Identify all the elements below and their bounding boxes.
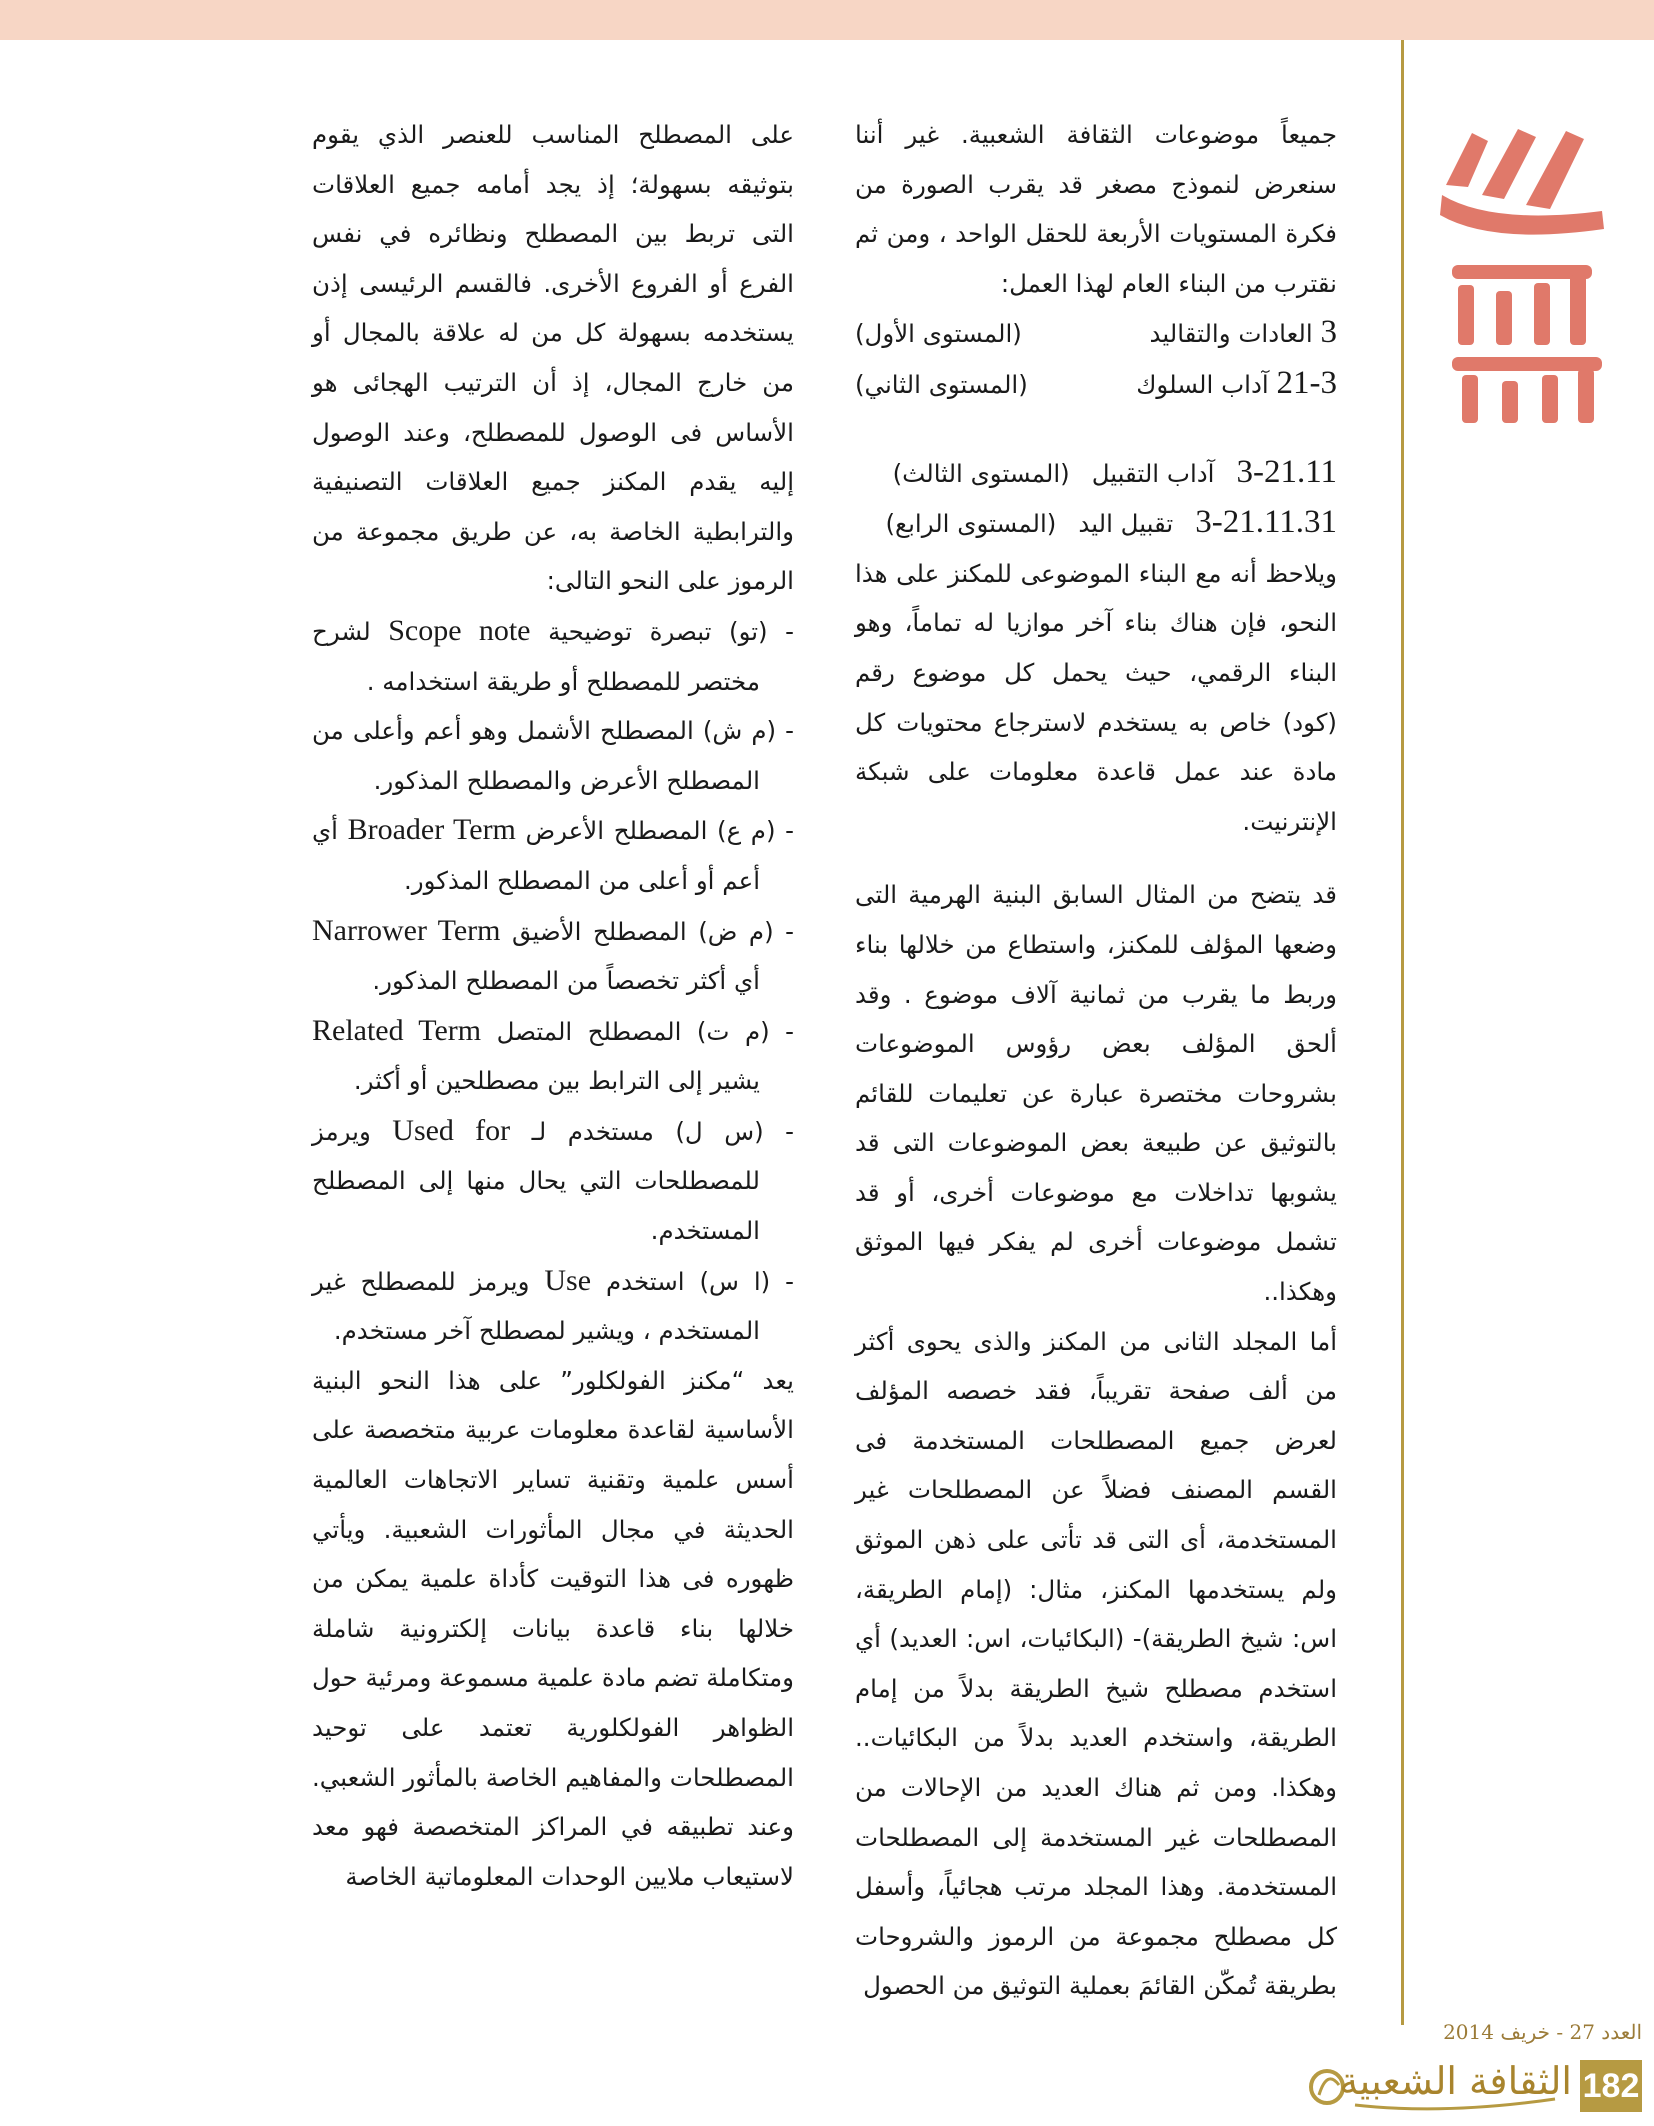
top-color-band [0,0,1654,40]
level-code: 3-21.11.31 [1195,504,1337,541]
paragraph: قد يتضح من المثال السابق البنية الهرمية التى وضعها المؤلف للمكنز، واستطاع من خلالها بناء وربط ما يقرب من ثمانية آلاف موضوع . وقد ألحق المؤلف بعض رؤوس الموضوعات بشروحات مختصرة عبارة عن تعليمات للقائم بالتوثيق عن طبيعة بعض الموضوعات التى قد يشوبها تداخلات مع موضوعات أخرى، أو قد تشمل موضوعات أخرى لم يفكر فيها الموثق وهكذا.. [855,880,1337,1307]
paragraph: جميعاً موضوعات الثقافة الشعبية. غير أننا سنعرض لنموذج مصغر قد يقرب الصورة من فكرة المستويات الأربعة للحقل الواحد ، ومن ثم نقترب من البناء العام لهذا العمل: [855,120,1337,298]
list-item-english-term: Used for [392,1113,511,1147]
list-item-text: ويرمز للمصطلحات التي يحال منها إلى المصطلح المستخدم. [312,1116,760,1246]
list-item [312,706,794,805]
magazine-logo [1305,2055,1580,2117]
paragraph: ويلاحظ أنه مع البناء الموضوعى للمكنز على هذا النحو، فإن هناك بناء آخر موازيا له تماماً، وهو البناء الرقمي، حيث يحمل كل موضوع رقم (كود) خاص به يستخدم لاسترجاع محتويات كل مادة عند عمل قاعدة معلومات على شبكة الإنترنيت. [855,558,1337,836]
list-item-text: ويرمز للمصطلح غير المستخدم ، ويشير لمصطلح آخر مستخدم. [312,1266,760,1346]
list-item-text: لشرح مختصر للمصطلح أو طريقة استخدامه . [312,616,760,696]
list-item-text: يشير إلى الترابط بين مصطلحين أو أكثر. [353,1066,760,1096]
list-item [312,606,794,706]
list-item-english-term: Related Term [312,1013,482,1047]
level-row [855,359,1337,410]
list-item-english-term: Scope note [388,613,531,647]
article-column-right [855,110,1337,2011]
list-item-english-term: Use [544,1263,592,1297]
issue-info: العدد 27 - خريف 2014 [1443,2020,1642,2044]
level-name: العادات والتقاليد [1149,319,1313,349]
list-item [312,1006,794,1106]
list-item-english-term: Broader Term [347,813,516,847]
spacer [855,846,1337,870]
list-item [312,906,794,1006]
level-code: 21-3 [1276,364,1337,401]
list-item [312,1256,794,1356]
column-divider-rule [1401,40,1404,2025]
list-item [312,1106,794,1256]
list-item-prefix: - (م ت) المصطلح المتصل [496,1016,794,1046]
level-row [855,308,1337,359]
level-row [855,498,1337,549]
list-item-prefix: - (ا س) استخدم [605,1266,794,1296]
level-code: 3-21.11 [1236,453,1337,490]
page-number: 182 [1580,2060,1642,2112]
level-left [1136,359,1337,410]
list-item-prefix: - (م ش) المصطلح الأشمل وهو أعم وأعلى من المصطلح الأعرض والمصطلح المذكور. [312,716,794,795]
article-column-left [312,110,794,1901]
level-label: (المستوى الأول) [855,319,1022,349]
list-item-prefix: - (م ع) المصطلح الأعرض [525,816,794,846]
level-label: (المستوى الثاني) [855,369,1028,399]
level-left [1150,308,1338,359]
list-item-text: أي أعم أو أعلى من المصطلح المذكور. [312,816,760,895]
new-publications-logo-graphic [1432,125,1612,430]
list-item-prefix: - (تو) تبصرة توضيحية [548,616,795,646]
level-row [855,448,1337,499]
level-name: آداب التقبيل [1091,458,1215,488]
level-code: 3 [1320,314,1337,351]
list-item [312,805,794,905]
list-item-text: أي أكثر تخصصاً من المصطلح المذكور. [372,966,760,996]
level-name: تقبيل اليد [1078,509,1174,539]
level-label: (المستوى الثالث) [892,458,1070,488]
level-label: (المستوى الرابع) [885,509,1057,539]
list-item-prefix: - (م ض) المصطلح الأضيق [512,916,794,946]
paragraph: على المصطلح المناسب للعنصر الذي يقوم بتوثيقه بسهولة؛ إذ يجد أمامه جميع العلاقات التى تربط بين المصطلح ونظائره في نفس الفرع أو الفروع الأخرى. فالقسم الرئيسى إذن يستخدمه بسهولة كل من له علاقة بالمجال أو من خارج المجال، إذ أن الترتيب الهجائى هو الأساس فى الوصول للمصطلح، وعند الوصول إليه يقدم المكنز جميع العلاقات التصنيفية والترابطية الخاصة به، عن طريق مجموعة من الرموز على النحو التالى: [312,120,794,596]
list-item-english-term: Narrower Term [312,913,501,947]
magazine-name: الثقافة الشعبية [1339,2059,1572,2103]
list-item-prefix: - (س ل) مستخدم لـ [531,1116,794,1146]
paragraph: يعد “مكنز الفولكلور” على هذا النحو البنية الأساسية لقاعدة معلومات عربية متخصصة على أسس علمية وتقنية تساير الاتجاهات العالمية الحديثة في مجال المأثورات الشعبية. ويأتي ظهوره فى هذا التوقيت كأداة علمية يمكن من خلالها بناء قاعدة بيانات إلكترونية شاملة ومتكاملة تضم مادة علمية مسموعة ومرئية حول الظواهر الفولكلورية تعتمد على توحيد المصطلحات والمفاهيم الخاصة بالمأثور الشعبي. وعند تطبيقه في المراكز المتخصصة فهو معد لاستيعاب ملايين الوحدات المعلوماتية الخاصة [312,1365,794,1891]
paragraph: أما المجلد الثانى من المكنز والذى يحوى أكثر من ألف صفحة تقريباً، فقد خصصه المؤلف لعرض جميع المصطلحات المستخدمة فى القسم المصنف فضلاً عن المصطلحات غير المستخدمة، أى التى قد تأتى على ذهن الموثق ولم يستخدمها المكنز، مثال: (إمام الطريقة، اس: شيخ الطريقة)- (البكائيات، اس: العديد) أي استخدم مصطلح شيخ الطريقة بدلاً من إمام الطريقة، واستخدم العديد بدلاً من البكائيات.. وهكذا. ومن ثم هناك العديد من الإحالات من المصطلحات غير المستخدمة إلى المصطلحات المستخدمة. وهذا المجلد مرتب هجائياً، وأسفل كل مصطلح مجموعة من الرموز والشروحات بطريقة تُمكّن القائمَ بعملية التوثيق من الحصول [855,1326,1337,2001]
level-name: آداب السلوك [1136,369,1269,399]
section-logo [1432,125,1612,430]
spacer [855,410,1337,448]
